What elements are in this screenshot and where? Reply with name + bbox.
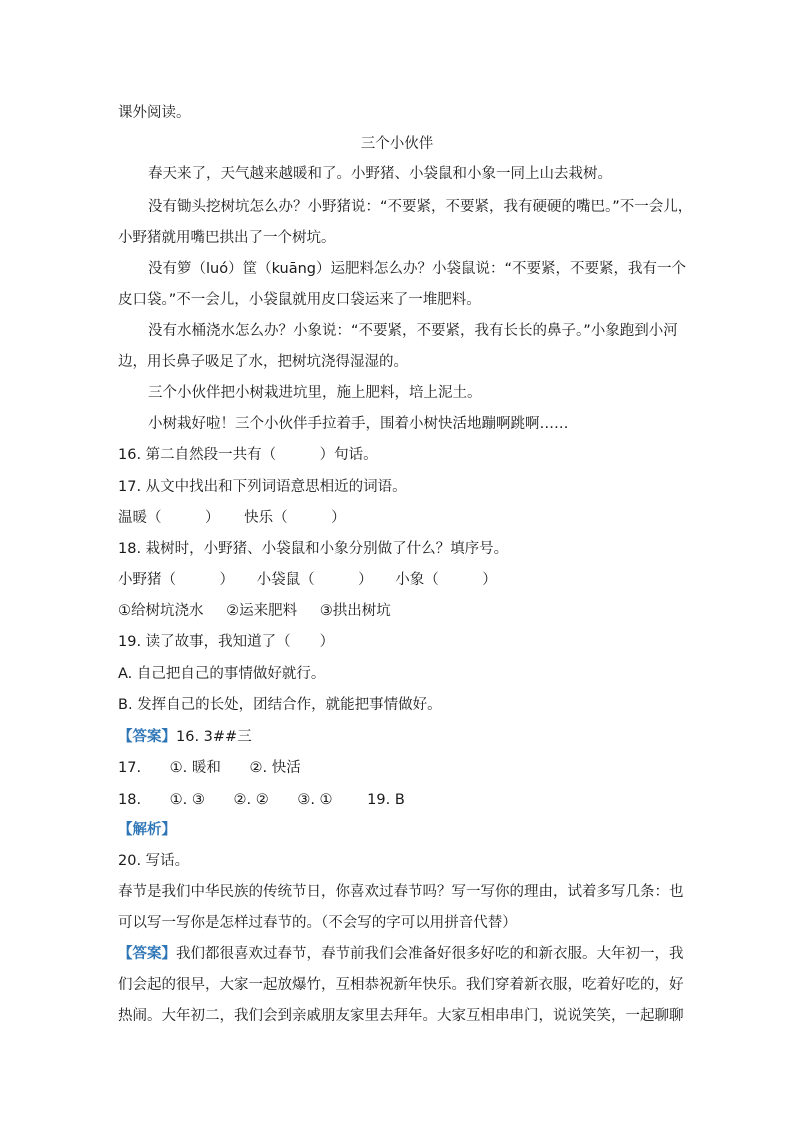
q19-option-a: A. 自己把自己的事情做好就行。: [118, 666, 326, 682]
writing-prompt: 可以写一写你是怎样过春节的。（不会写的字可以用拼音代替）: [118, 915, 517, 931]
question-18-options: [118, 601, 678, 621]
question-17: 17. 从文中找出和下列词语意思相近的词语。: [118, 479, 407, 495]
passage-line: 春天来了，天气越来越暖和了。小野猪、小袋鼠和小象一同上山去栽树。: [148, 166, 612, 182]
question-20: 20. 写话。: [118, 853, 190, 869]
answer-18-num: 18.: [118, 792, 142, 808]
answer-18-1: ①. ③: [169, 792, 205, 808]
answer-17-2: ②. 快活: [249, 760, 301, 776]
q18-option: ③拱出树坑: [319, 603, 391, 619]
question-19: 19. 读了故事，我知道了（ ）: [118, 634, 335, 650]
answer-line-17: [118, 758, 678, 778]
passage-line: 小树栽好啦！三个小伙伴手拉着手，围着小树快活地蹦啊跳啊……: [148, 416, 569, 432]
question-16: 16. 第二自然段一共有（ ）句话。: [118, 447, 378, 463]
writing-answer-text: 我们都很喜欢过春节，春节前我们会准备好很多好吃的和新衣服。大年初一，我: [176, 946, 684, 962]
question-18-blanks: [118, 570, 678, 590]
answer-17-1: ①. 暖和: [169, 760, 221, 776]
question-17-blanks: [118, 508, 678, 528]
answer-18-2: ②. ②: [233, 792, 269, 808]
answer-line-18: [118, 790, 678, 810]
q17-blank-happy: 快乐（ ）: [244, 510, 346, 526]
q18-option: ①给树坑浇水: [118, 603, 204, 619]
q18-option: ②运来肥料: [226, 603, 298, 619]
answer-tag: 【答案】: [118, 946, 176, 962]
q18-blank-boar: 小野猪（ ）: [118, 572, 234, 588]
passage-line: 皮口袋。”不一会儿，小袋鼠就用皮口袋运来了一堆肥料。: [118, 292, 481, 308]
passage-line: 没有锄头挖树坑怎么办？小野猪说：“不要紧，不要紧，我有硬硬的嘴巴。”不一会儿，: [148, 199, 693, 215]
writing-answer-line: 们会起的很早，大家一起放爆竹，互相恭祝新年快乐。我们穿着新衣服，吃着好吃的，好: [118, 977, 684, 993]
answer-17-num: 17.: [118, 760, 142, 776]
analysis-tag: 【解析】: [118, 822, 176, 838]
answer-16: 16. 3##三: [176, 729, 252, 745]
q18-blank-elephant: 小象（ ）: [395, 572, 497, 588]
passage-line: 小野猪就用嘴巴拱出了一个树坑。: [118, 230, 336, 246]
q17-blank-warm: 温暖（ ）: [118, 510, 220, 526]
passage-title: 三个小伙伴: [360, 136, 434, 152]
passage-line: 没有水桶浇水怎么办？小象说：“不要紧，不要紧，我有长长的鼻子。”小象跑到小河: [148, 323, 678, 339]
writing-prompt: 春节是我们中华民族的传统节日，你喜欢过春节吗？写一写你的理由，试着多写几条：也: [118, 884, 684, 900]
writing-answer-line: [118, 944, 684, 964]
section-heading: 课外阅读。: [118, 105, 191, 121]
writing-answer-line: 热闹。大年初二，我们会到亲戚朋友家里去拜年。大家互相串串门，说说笑笑，一起聊聊: [118, 1008, 684, 1024]
passage-line: 三个小伙伴把小树栽进坑里，施上肥料，培上泥土。: [148, 385, 482, 401]
q18-blank-kangaroo: 小袋鼠（ ）: [256, 572, 373, 588]
answer-tag: 【答案】: [118, 729, 176, 745]
question-18: 18. 栽树时，小野猪、小袋鼠和小象分别做了什么？填序号。: [118, 541, 509, 557]
answer-19: 19. B: [367, 792, 405, 808]
answer-18-3: ③. ①: [297, 792, 333, 808]
answer-line-16: [118, 727, 678, 747]
passage-line: 边，用长鼻子吸足了水，把树坑浇得湿湿的。: [118, 354, 408, 370]
q19-option-b: B. 发挥自己的长处，团结合作，就能把事情做好。: [118, 697, 442, 713]
passage-line: 没有箩（luó）筐（kuāng）运肥料怎么办？小袋鼠说：“不要紧，不要紧，我有一个: [148, 261, 687, 277]
